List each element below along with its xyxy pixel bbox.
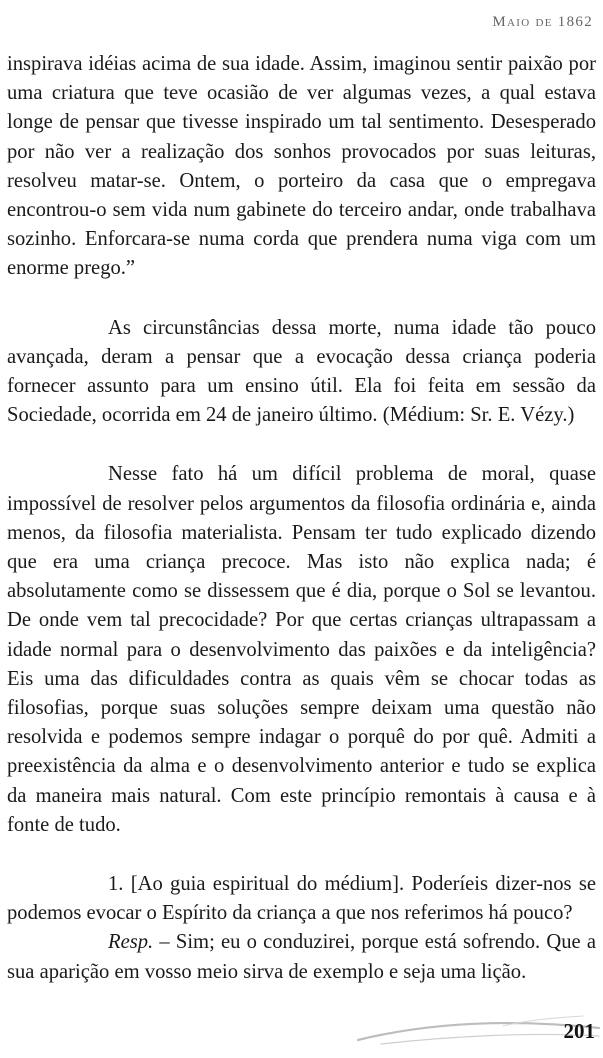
paragraph-gap [7, 430, 596, 460]
question-1: 1. [Ao guia espiritual do médium]. Poderíeis dizer-nos se podemos evocar o Espírito da criança a que nos referimos há pouco? [7, 873, 596, 925]
running-header: Maio de 1862 [492, 14, 593, 30]
response-label: Resp. [108, 931, 154, 954]
paragraph-circumstances: As circunstâncias dessa morte, numa idade tão pouco avançada, deram a pensar que a evocação dessa criança poderia fornecer assunto para um ensino útil. Ela foi feita em sessão da Sociedade, ocorrida em 24 de janeiro último. (Médium: Sr. E. Vézy.) [7, 316, 596, 427]
paragraph-gap [7, 840, 596, 870]
paragraph-moral-problem: Nesse fato há um difícil problema de moral, quase impossível de resolver pelos argumentos da filosofia ordinária e, ainda menos, da filosofia materialista. Pensam ter tudo explicado dizendo que era uma criança precoce. Mas isto não explica nada; é absolutamente como se dissessem que é dia, porque o Sol se levantou. De onde vem tal precocidade? Por que certas crianças ultrapassam a idade normal para o desenvolvimento das paixões e da inteligência? Eis uma das dificuldades contra as quais vêm se chocar todas as filosofias, porque suas soluções sempre deixam uma questão não resolvida e podemos sempre indagar o porquê do por quê. Admiti a preexistência da alma e o desenvolvimento anterior e tudo se explica da maneira mais natural. Com este princípio remontais à causa e à fonte de tudo. [7, 463, 596, 836]
page-body [7, 50, 596, 987]
answer-1 [7, 928, 596, 986]
paragraph-gap [7, 284, 596, 314]
page-footer [0, 1008, 603, 1058]
response-text: – Sim; eu o conduzirei, porque está sofrendo. Que a sua aparição em vosso meio sirva de exemplo e seja uma lição. [7, 931, 596, 983]
paragraph-continuation: inspirava idéias acima de sua idade. Assim, imaginou sentir paixão por uma criatura que teve ocasião de ver algumas vezes, a qual estava longe de pensar que tivesse inspirado um tal sentimento. Desesperado por não ver a realização dos sonhos provocados por suas leituras, resolveu matar-se. Ontem, o porteiro da casa que o empregava encontrou-o sem vida num gabinete do terceiro andar, onde trabalhava sozinho. Enforcara-se numa corda que prendera numa viga com um enorme prego.” [7, 53, 596, 280]
page-number: 201 [563, 1019, 595, 1043]
